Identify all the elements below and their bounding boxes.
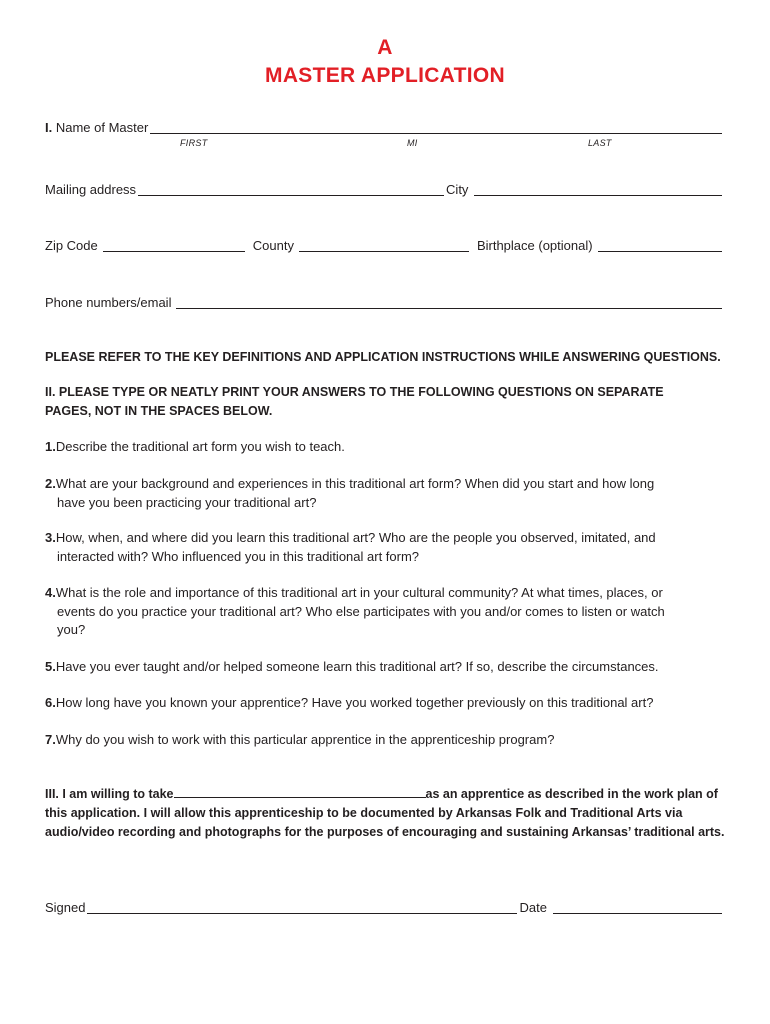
name-field[interactable] (150, 120, 722, 134)
section2-heading: II. PLEASE TYPE OR NEATLY PRINT YOUR ANSWERS TO THE FOLLOWING QUESTIONS ON SEPARATE PAGES, NOT IN THE SPACES BELOW. (45, 385, 664, 418)
date-label: Date (519, 900, 547, 915)
signature-field[interactable] (87, 900, 517, 914)
zip-row (45, 238, 724, 254)
zip-label: Zip Code (45, 238, 98, 253)
question-1: 1.Describe the traditional art form you wish to teach. (45, 439, 345, 454)
section3-statement: III. I am willing to take as an apprentice as described in the work plan of this application. I will allow this apprenticeship to be documented by Arkansas Folk and Traditional Arts via audio/video recording and photographs for the purposes of encouraging and sustaining Arkansas’ traditional arts. (45, 787, 725, 839)
title-letter: A (377, 36, 393, 59)
sub-label-mi: MI (407, 138, 418, 148)
instructions-notice: PLEASE REFER TO THE KEY DEFINITIONS AND APPLICATION INSTRUCTIONS WHILE ANSWERING QUESTIONS. (45, 350, 721, 364)
phone-email-field[interactable] (176, 295, 722, 309)
page-title: MASTER APPLICATION (265, 64, 505, 87)
question-6: 6.How long have you known your apprentice? Have you worked together previously on this traditional art? (45, 695, 654, 710)
mailing-row (45, 182, 724, 198)
phone-label: Phone numbers/email (45, 295, 172, 310)
birthplace-field[interactable] (598, 238, 722, 252)
signature-row (45, 900, 724, 916)
county-label: County (252, 238, 294, 253)
question-2: 2.What are your background and experiences in this traditional art form? When did you start and how long have you been practicing your traditional art? (45, 476, 655, 510)
phone-row (45, 295, 724, 311)
question-3: 3.How, when, and where did you learn this traditional art? Who are the people you observed, imitated, and interacted with? Who influenced you in this traditional art form? (45, 530, 656, 564)
signed-label: Signed (45, 900, 86, 915)
city-field[interactable] (474, 182, 722, 196)
name-row (45, 120, 724, 136)
question-7: 7.Why do you wish to work with this particular apprentice in the apprenticeship program? (45, 732, 555, 747)
county-field[interactable] (299, 238, 469, 252)
zip-field[interactable] (103, 238, 245, 252)
question-4: 4.What is the role and importance of this traditional art in your cultural community? At what times, places, or events do you practice your traditional art? Who else participates with you and/or comes to listen or watch you? (45, 585, 665, 637)
sub-label-last: LAST (588, 138, 612, 148)
apprentice-name-field[interactable] (174, 785, 426, 798)
mailing-address-field[interactable] (138, 182, 444, 196)
city-label: City (446, 182, 469, 197)
birthplace-label: Birthplace (optional) (476, 238, 593, 253)
question-5: 5.Have you ever taught and/or helped someone learn this traditional art? If so, describe the circumstances. (45, 659, 659, 674)
sub-label-first: FIRST (180, 138, 208, 148)
mailing-label: Mailing address (45, 182, 137, 197)
name-label: I. Name of Master (45, 120, 149, 135)
date-field[interactable] (553, 900, 722, 914)
